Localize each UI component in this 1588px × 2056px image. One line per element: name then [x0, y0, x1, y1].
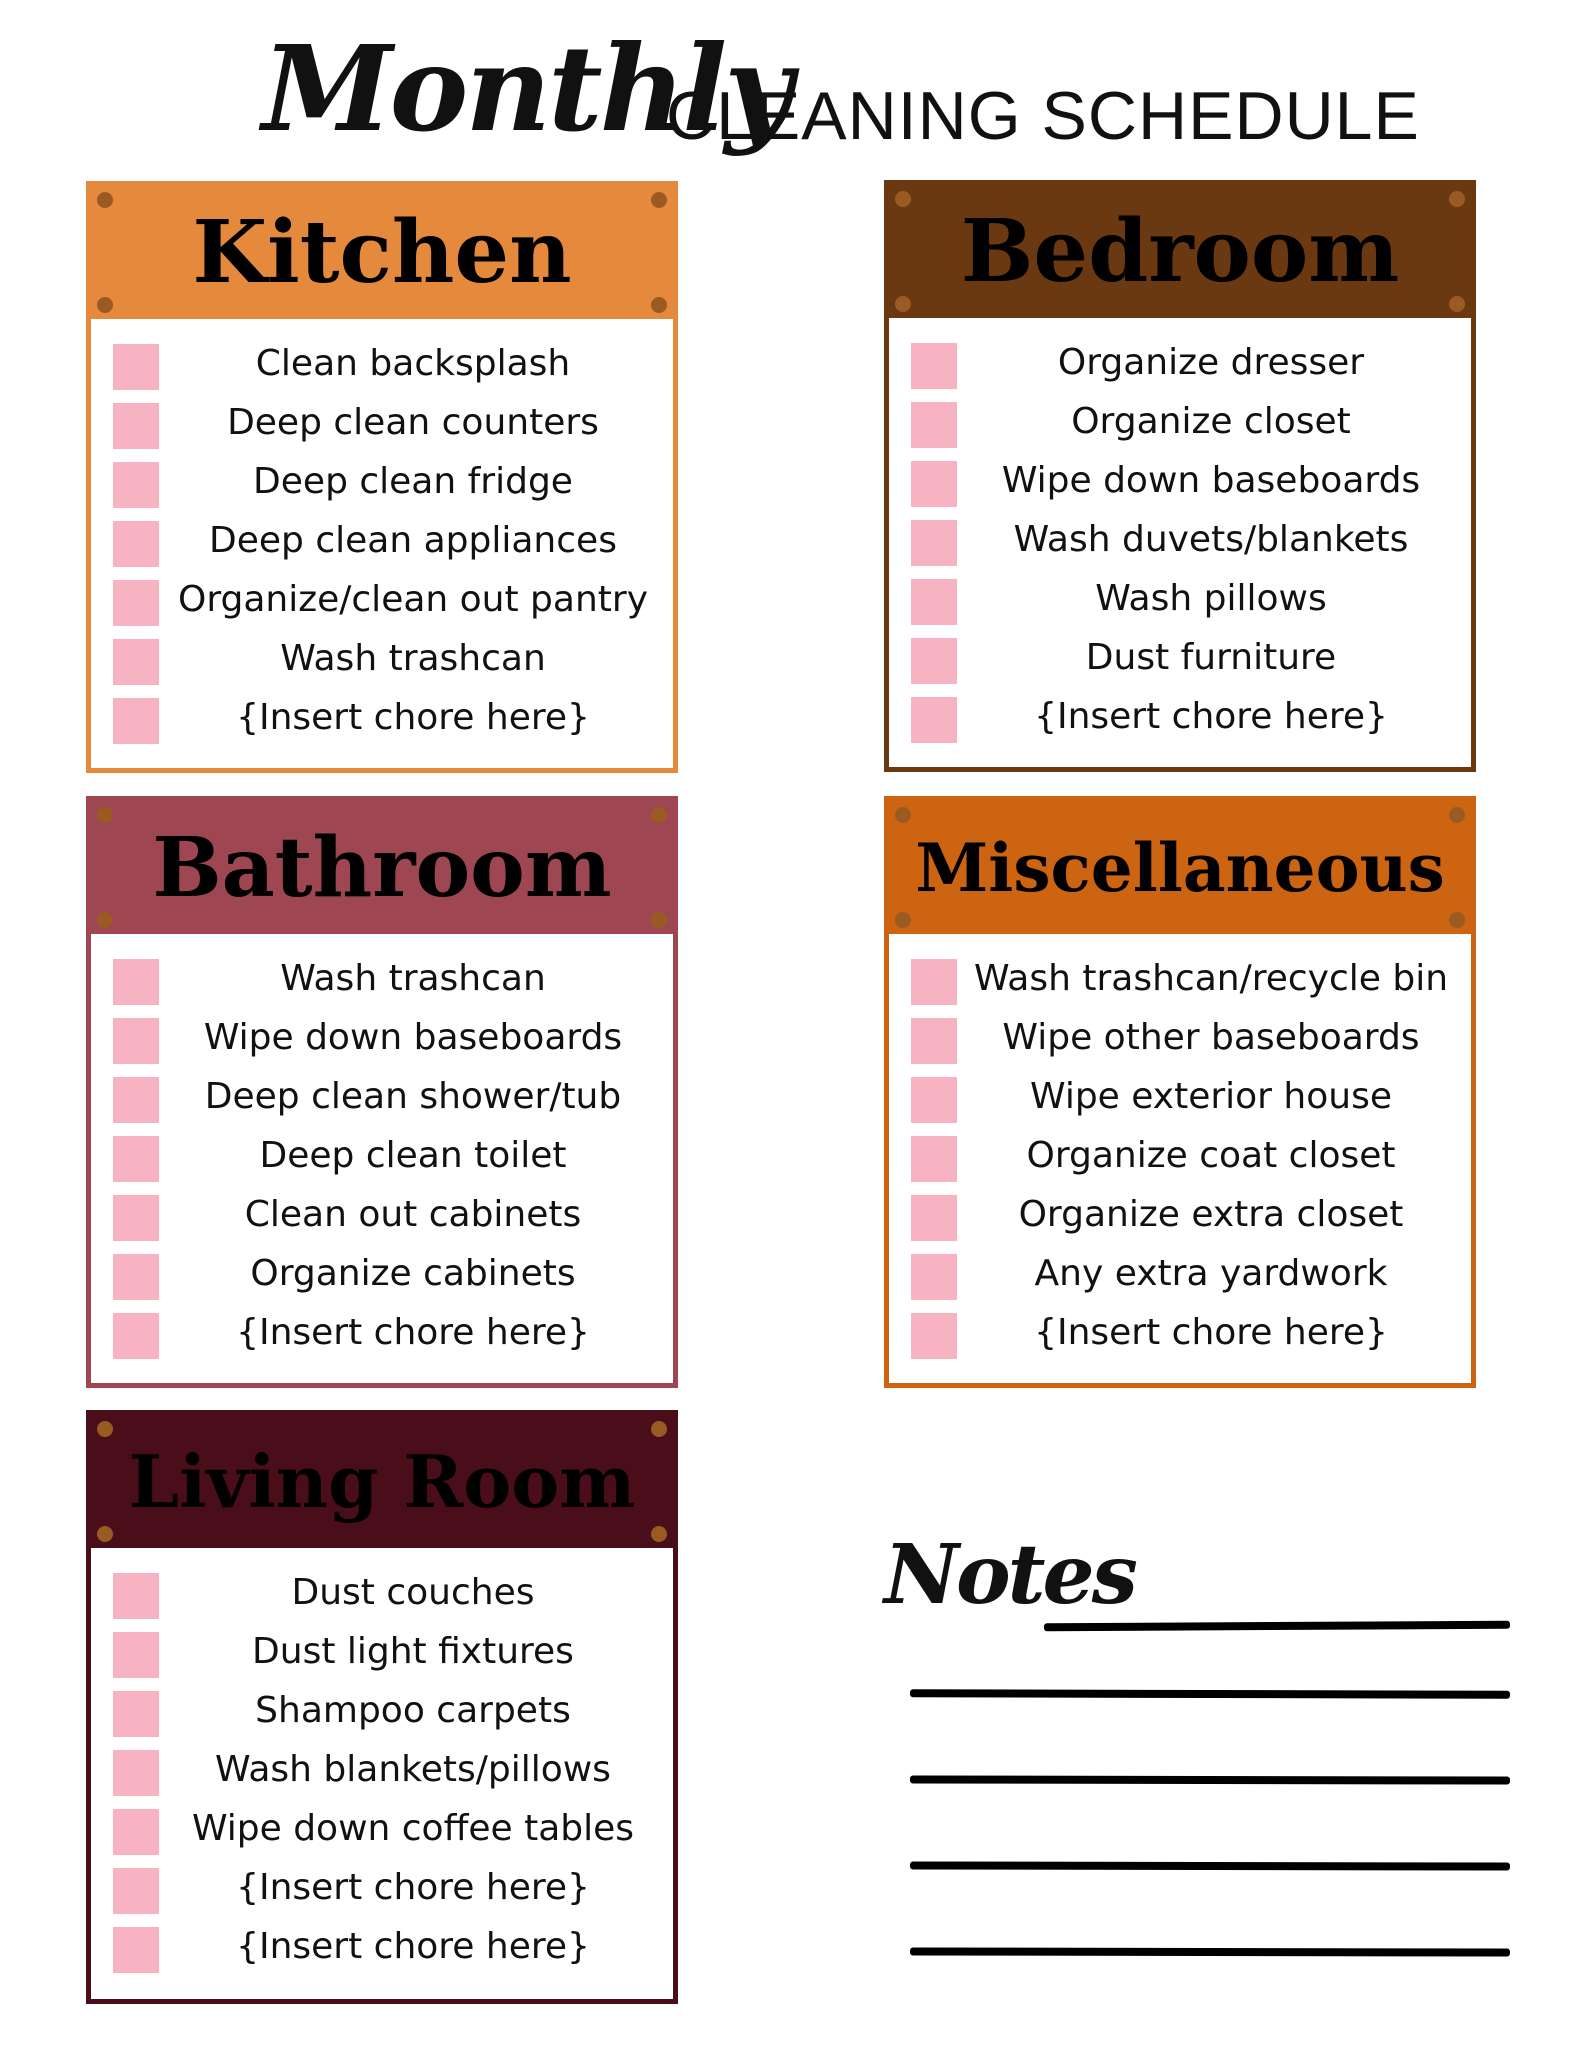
chore-label: {Insert chore here} — [1034, 1312, 1388, 1353]
rivet-icon — [895, 296, 911, 312]
chore-label: Wipe exterior house — [1030, 1076, 1392, 1117]
chore-label: Dust furniture — [1085, 637, 1337, 678]
chore-label: Deep clean appliances — [209, 520, 617, 561]
chore-item — [91, 1681, 673, 1740]
title-script: Monthly — [262, 19, 790, 158]
checkbox[interactable] — [113, 1927, 159, 1973]
bathroom-title: Bathroom — [152, 819, 612, 916]
chore-item — [889, 510, 1471, 569]
checkbox[interactable] — [911, 1136, 957, 1182]
chore-label: Dust couches — [291, 1572, 535, 1613]
bedroom-title: Bedroom — [960, 200, 1400, 302]
checkbox[interactable] — [113, 639, 159, 685]
chore-label: Wash duvets/blankets — [1013, 519, 1409, 560]
chore-item — [889, 1067, 1471, 1126]
rivet-icon — [895, 807, 911, 823]
chore-item — [91, 570, 673, 629]
checkbox[interactable] — [113, 1018, 159, 1064]
checkbox[interactable] — [911, 402, 957, 448]
checkbox[interactable] — [911, 461, 957, 507]
checkbox[interactable] — [911, 1018, 957, 1064]
miscellaneous-card — [884, 796, 1476, 1388]
chore-item — [91, 1740, 673, 1799]
rivet-icon — [651, 1421, 667, 1437]
chore-label: Organize cabinets — [250, 1253, 576, 1294]
checkbox[interactable] — [113, 1254, 159, 1300]
chore-item — [91, 1067, 673, 1126]
checkbox[interactable] — [911, 1313, 957, 1359]
rivet-icon — [97, 1526, 113, 1542]
chore-item — [91, 1126, 673, 1185]
living-room-card — [86, 1410, 678, 2004]
chore-item — [889, 333, 1471, 392]
rivet-icon — [1449, 807, 1465, 823]
miscellaneous-chore-list — [889, 949, 1471, 1362]
rivet-icon — [895, 191, 911, 207]
chore-label: Organize closet — [1071, 401, 1351, 442]
rivet-icon — [1449, 912, 1465, 928]
chore-label: Any extra yardwork — [1034, 1253, 1388, 1294]
chore-label: Shampoo carpets — [255, 1690, 571, 1731]
chore-label: Wash trashcan — [280, 958, 546, 999]
notes-line[interactable] — [910, 1775, 1510, 1784]
chore-item — [91, 1185, 673, 1244]
notes-line[interactable] — [910, 1947, 1510, 1956]
rivet-icon — [651, 297, 667, 313]
rivet-icon — [97, 912, 113, 928]
chore-item — [91, 688, 673, 747]
rivet-icon — [651, 912, 667, 928]
rivet-icon — [97, 192, 113, 208]
chore-item — [91, 334, 673, 393]
chore-item — [889, 1303, 1471, 1362]
kitchen-header — [91, 186, 673, 319]
chore-label: Wash trashcan/recycle bin — [973, 958, 1449, 999]
title-main: CLEANING SCHEDULE — [666, 78, 1420, 154]
chore-label: Organize coat closet — [1026, 1135, 1396, 1176]
rivet-icon — [1449, 191, 1465, 207]
chore-item — [91, 1917, 673, 1976]
chore-label: Wipe down baseboards — [1001, 460, 1421, 501]
chore-label: {Insert chore here} — [236, 1312, 590, 1353]
kitchen-chore-list — [91, 334, 673, 747]
checkbox[interactable] — [113, 1691, 159, 1737]
rivet-icon — [651, 192, 667, 208]
checkbox[interactable] — [113, 1632, 159, 1678]
chore-item — [91, 1303, 673, 1362]
bathroom-header — [91, 801, 673, 934]
bathroom-chore-list — [91, 949, 673, 1362]
chore-item — [889, 1244, 1471, 1303]
chore-item — [91, 1622, 673, 1681]
bedroom-chore-list — [889, 333, 1471, 746]
chore-item — [889, 451, 1471, 510]
checkbox[interactable] — [113, 1750, 159, 1796]
chore-label: Clean out cabinets — [244, 1194, 582, 1235]
chore-label: Organize/clean out pantry — [177, 579, 649, 620]
chore-label: Wash blankets/pillows — [215, 1749, 611, 1790]
checkbox[interactable] — [113, 521, 159, 567]
chore-label: Clean backsplash — [255, 343, 571, 384]
rivet-icon — [1449, 296, 1465, 312]
living-room-header — [91, 1415, 673, 1548]
chore-label: Wash pillows — [1095, 578, 1327, 619]
chore-label: Dust light fixtures — [252, 1631, 574, 1672]
rivet-icon — [895, 912, 911, 928]
checkbox[interactable] — [113, 959, 159, 1005]
chore-label: Organize extra closet — [1018, 1194, 1404, 1235]
checkbox[interactable] — [113, 1868, 159, 1914]
rivet-icon — [651, 1526, 667, 1542]
chore-item — [889, 1185, 1471, 1244]
checkbox[interactable] — [113, 1077, 159, 1123]
living-room-chore-list — [91, 1563, 673, 1976]
miscellaneous-title: Miscellaneous — [915, 828, 1445, 907]
chore-item — [889, 1126, 1471, 1185]
chore-item — [91, 393, 673, 452]
rivet-icon — [97, 297, 113, 313]
checkbox[interactable] — [113, 698, 159, 744]
chore-item — [889, 687, 1471, 746]
bathroom-card — [86, 796, 678, 1388]
notes-line[interactable] — [910, 1689, 1510, 1699]
chore-label: Deep clean fridge — [253, 461, 573, 502]
miscellaneous-header — [889, 801, 1471, 934]
living-room-title: Living Room — [128, 1438, 636, 1524]
chore-label: {Insert chore here} — [236, 1926, 590, 1967]
checkbox[interactable] — [911, 638, 957, 684]
checkbox[interactable] — [911, 579, 957, 625]
checkbox[interactable] — [113, 1313, 159, 1359]
checkbox[interactable] — [911, 1077, 957, 1123]
checkbox[interactable] — [113, 462, 159, 508]
rivet-icon — [97, 1421, 113, 1437]
bedroom-header — [889, 185, 1471, 318]
checkbox[interactable] — [911, 697, 957, 743]
chore-item — [889, 628, 1471, 687]
chore-item — [889, 949, 1471, 1008]
chore-item — [889, 569, 1471, 628]
checkbox[interactable] — [113, 403, 159, 449]
chore-item — [91, 1244, 673, 1303]
notes-line[interactable] — [910, 1861, 1510, 1870]
checkbox[interactable] — [113, 1195, 159, 1241]
chore-item — [91, 629, 673, 688]
chore-label: {Insert chore here} — [1034, 696, 1388, 737]
chore-item — [91, 1563, 673, 1622]
bedroom-card — [884, 180, 1476, 772]
checkbox[interactable] — [113, 580, 159, 626]
checkbox[interactable] — [911, 343, 957, 389]
chore-label: Wipe down coffee tables — [191, 1808, 635, 1849]
chore-label: Deep clean toilet — [259, 1135, 567, 1176]
checkbox[interactable] — [113, 1136, 159, 1182]
checkbox[interactable] — [911, 520, 957, 566]
checkbox[interactable] — [113, 1573, 159, 1619]
chore-label: Wash trashcan — [280, 638, 546, 679]
chore-item — [91, 1858, 673, 1917]
chore-item — [889, 392, 1471, 451]
checkbox[interactable] — [113, 344, 159, 390]
chore-label: Organize dresser — [1057, 342, 1365, 383]
chore-item — [91, 511, 673, 570]
kitchen-title: Kitchen — [192, 201, 572, 303]
chore-item — [91, 452, 673, 511]
checkbox[interactable] — [113, 1809, 159, 1855]
chore-item — [91, 949, 673, 1008]
checkbox[interactable] — [911, 1254, 957, 1300]
notes-label: Notes — [884, 1527, 1135, 1623]
notes-line[interactable] — [1044, 1621, 1510, 1631]
chore-label: {Insert chore here} — [236, 697, 590, 738]
chore-label: {Insert chore here} — [236, 1867, 590, 1908]
chore-label: Wipe other baseboards — [1002, 1017, 1420, 1058]
chore-label: Wipe down baseboards — [203, 1017, 623, 1058]
chore-label: Deep clean shower/tub — [204, 1076, 622, 1117]
rivet-icon — [651, 807, 667, 823]
checkbox[interactable] — [911, 959, 957, 1005]
chore-item — [91, 1008, 673, 1067]
checkbox[interactable] — [911, 1195, 957, 1241]
kitchen-card — [86, 181, 678, 773]
chore-item — [889, 1008, 1471, 1067]
chore-label: Deep clean counters — [227, 402, 599, 443]
rivet-icon — [97, 807, 113, 823]
chore-item — [91, 1799, 673, 1858]
